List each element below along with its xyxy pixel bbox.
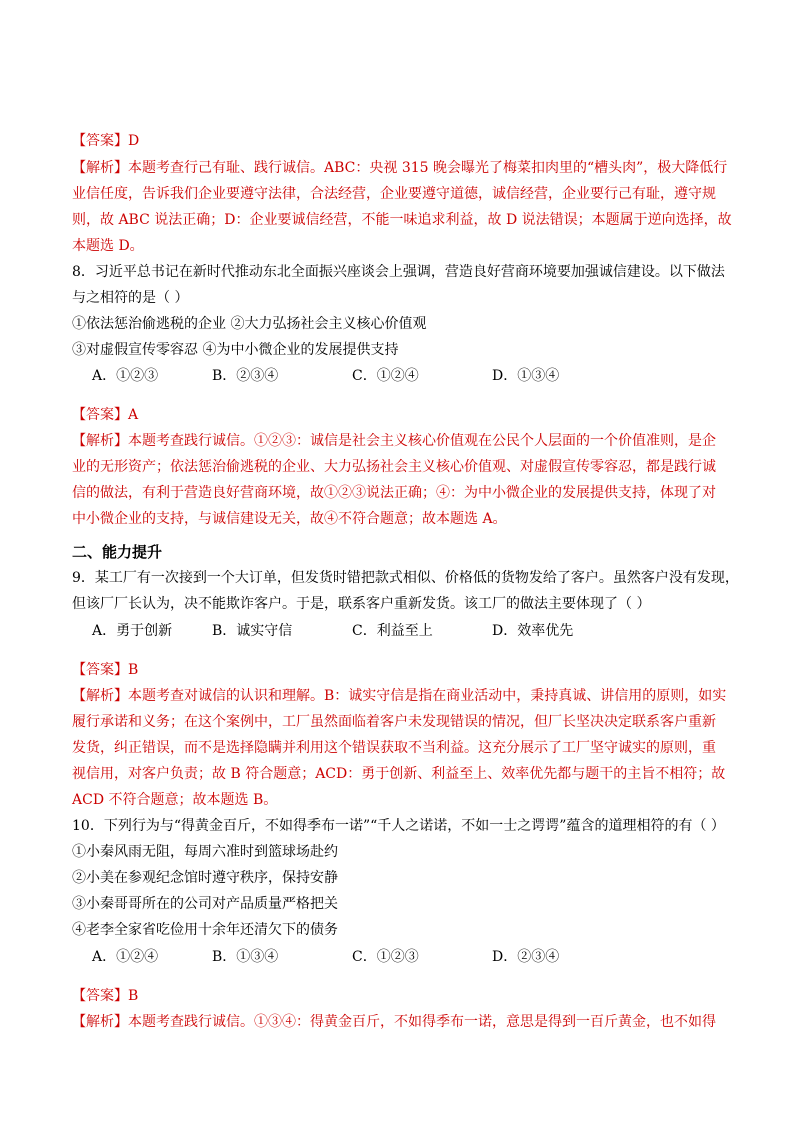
q8-stem-line: 与之相符的是（ ）: [72, 290, 189, 306]
q9-option-b: B．诚实守信: [212, 623, 293, 639]
q8-stem-line: 8．习近平总书记在新时代推动东北全面振兴座谈会上强调，营造良好营商环境要加强诚信建设。以下做法: [72, 264, 725, 280]
q9-answer: 【答案】B: [72, 662, 139, 678]
q10-option-a: A．①②④: [92, 949, 159, 965]
q10-option-d: D．②③④: [492, 949, 560, 965]
q7-analysis-line: 业信任度，告诉我们企业要遵守法律，合法经营，企业要遵守道德，诚信经营，企业要行己有耻，遵守规: [72, 186, 716, 202]
q10-answer: 【答案】B: [72, 988, 139, 1004]
q8-analysis-line: 业的无形资产；依法惩治偷逃税的企业、大力弘扬社会主义核心价值观、对虚假宣传零容忍，都是践行诚: [72, 459, 716, 475]
q10-option-b: B．①③④: [212, 949, 279, 965]
q7-analysis-line: 【解析】本题考查行己有耻、践行诚信。ABC：央视 315 晚会曝光了梅菜扣肉里的“槽头肉”，极大降低行: [72, 160, 728, 176]
q9-analysis-line: 履行承诺和义务；在这个案例中，工厂虽然面临着客户未发现错误的情况，但厂长坚决决定联系客户重新: [72, 714, 716, 730]
q9-option-c: C．利益至上: [352, 623, 433, 639]
q9-stem-line: 但该厂厂长认为，决不能欺诈客户。于是，联系客户重新发货。该工厂的做法主要体现了（ ）: [72, 596, 651, 612]
q8-answer: 【答案】A: [72, 407, 139, 423]
q8-analysis-line: 信的做法，有利于营造良好营商环境，故①②③说法正确；④：为中小微企业的发展提供支持，体现了对: [72, 485, 716, 501]
q9-option-d: D．效率优先: [492, 623, 574, 639]
section-heading: 二、能力提升: [72, 543, 163, 561]
q9-analysis-line: ACD 不符合题意；故本题选 B。: [72, 792, 278, 808]
q10-analysis-line: 【解析】本题考查践行诚信。①③④：得黄金百斤，不如得季布一诺，意思是得到一百斤黄金，也不如得: [72, 1014, 716, 1030]
q9-analysis-line: 视信用，对客户负责；故 B 符合题意；ACD：勇于创新、利益至上、效率优先都与题干的主旨不相符；故: [72, 766, 726, 782]
q10-stem-line: 10．下列行为与“得黄金百斤，不如得季布一诺”“千人之诺诺，不如一士之谔谔”蕴含的道理相符的有（ ）: [72, 818, 725, 834]
q10-statement-line: ③小秦哥哥所在的公司对产品质量严格把关: [72, 896, 338, 912]
q8-option-d: D．①③④: [492, 368, 560, 384]
q8-analysis-line: 【解析】本题考查践行诚信。①②③：诚信是社会主义核心价值观在公民个人层面的一个价值准则，是企: [72, 433, 716, 449]
q8-option-a: A．①②③: [92, 368, 159, 384]
q8-analysis-line: 中小微企业的支持，与诚信建设无关，故④不符合题意；故本题选 A。: [72, 511, 507, 527]
q7-answer: 【答案】D: [72, 133, 140, 149]
q10-statement-line: ④老李全家省吃俭用十余年还清欠下的债务: [72, 922, 338, 938]
q8-option-c: C．①②④: [352, 368, 419, 384]
q10-statement-line: ①小秦风雨无阻，每周六准时到篮球场赴约: [72, 844, 338, 860]
q8-statement-line: ③对虚假宣传零容忍 ④为中小微企业的发展提供支持: [72, 342, 399, 358]
q9-analysis-line: 【解析】本题考查对诚信的认识和理解。B：诚实守信是指在商业活动中，秉持真诚、讲信用的原则，如实: [72, 688, 727, 704]
q9-option-a: A．勇于创新: [92, 623, 173, 639]
q10-option-c: C．①②③: [352, 949, 419, 965]
q8-statement-line: ①依法惩治偷逃税的企业 ②大力弘扬社会主义核心价值观: [72, 316, 427, 332]
q10-statement-line: ②小美在参观纪念馆时遵守秩序，保持安静: [72, 870, 338, 886]
q7-analysis-line: 本题选 D。: [72, 238, 144, 254]
q8-option-b: B．②③④: [212, 368, 279, 384]
q9-analysis-line: 发货，纠正错误，而不是选择隐瞒并利用这个错误获取不当利益。这充分展示了工厂坚守诚实的原则，重: [72, 740, 716, 756]
q7-analysis-line: 则，故 ABC 说法正确；D：企业要诚信经营，不能一味追求利益，故 D 说法错误；本题属于逆向选择，故: [72, 212, 732, 228]
q9-stem-line: 9．某工厂有一次接到一个大订单，但发货时错把款式相似、价格低的货物发给了客户。虽然客户没有发现，: [72, 570, 739, 586]
